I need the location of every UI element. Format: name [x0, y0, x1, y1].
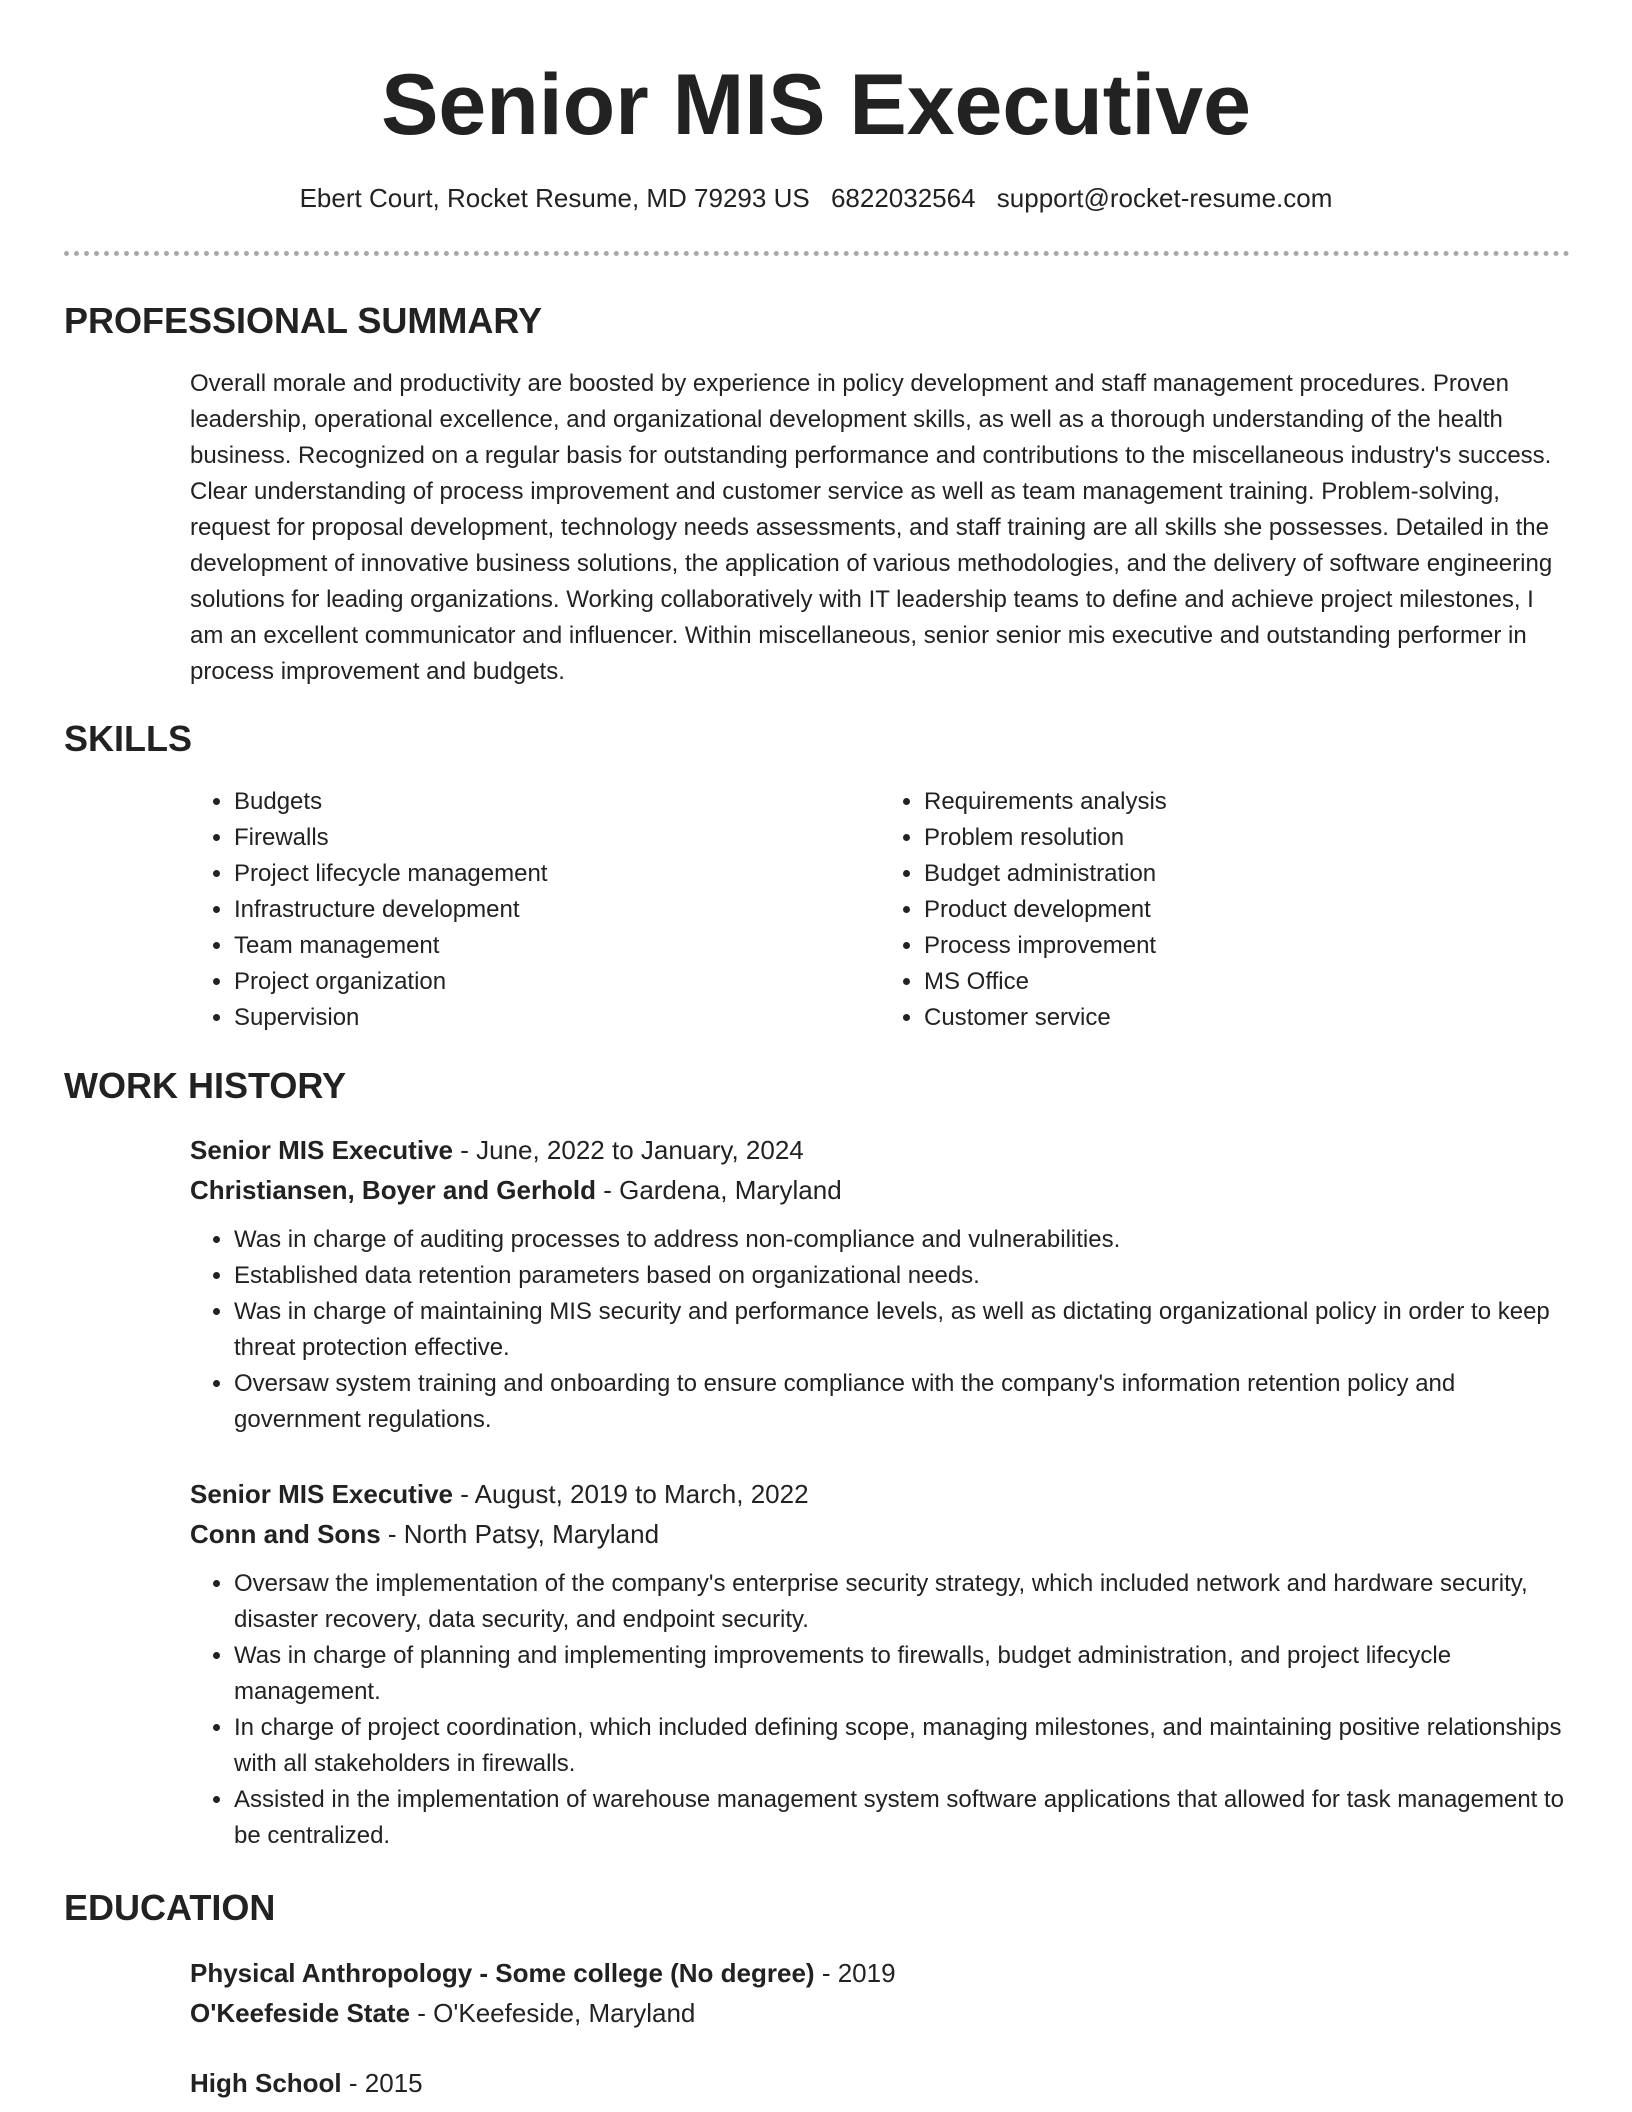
job-title-line	[190, 1474, 1570, 1514]
skills-column-right	[880, 784, 1570, 1036]
skill-item: • Budget administration	[924, 856, 1570, 892]
job-entry	[190, 1130, 1570, 1438]
job-bullet: • Was in charge of maintaining MIS security and performance levels, as well as dictating organizational policy in order to keep threat protection effective.	[234, 1294, 1570, 1366]
job-location: - North Patsy, Maryland	[380, 1519, 660, 1549]
job-title-line	[190, 1130, 1570, 1170]
contact-line	[0, 180, 1632, 216]
job-company-line	[190, 1514, 1570, 1554]
education-degree-line	[190, 1953, 1570, 1993]
skill-item: • Product development	[924, 892, 1570, 928]
skill-item: • Project organization	[234, 964, 880, 1000]
job-bullets	[190, 1566, 1570, 1854]
job-bullet: • Was in charge of auditing processes to address non-compliance and vulnerabilities.	[234, 1222, 1570, 1258]
job-role: Senior MIS Executive	[190, 1135, 453, 1165]
education-school-line	[190, 1993, 1570, 2033]
skill-item: • Process improvement	[924, 928, 1570, 964]
job-bullet: • Oversaw the implementation of the company's enterprise security strategy, which included network and hardware security, disaster recovery, data security, and endpoint security.	[234, 1566, 1570, 1638]
education-entry	[190, 2063, 1570, 2103]
education-degree: High School	[190, 2068, 342, 2098]
job-bullet: • Established data retention parameters based on organizational needs.	[234, 1258, 1570, 1294]
summary-text: Overall morale and productivity are boosted by experience in policy development and staff management procedures. Proven leadership, operational excellence, and organizational development skills, as well as a thorough understanding of the health business. Recognized on a regular basis for outstanding performance and contributions to the miscellaneous industry's success. Clear understanding of process improvement and customer service as well as team management training. Problem-solving, request for proposal development, technology needs assessments, and staff training are all skills she possesses. Detailed in the development of innovative business solutions, the application of various methodologies, and the delivery of software engineering solutions for leading organizations. Working collaboratively with IT leadership teams to define and achieve project milestones, I am an excellent communicator and influencer. Within miscellaneous, senior senior mis executive and outstanding performer in process improvement and budgets.	[190, 370, 1553, 685]
job-entry	[190, 1474, 1570, 1854]
job-dates: - August, 2019 to March, 2022	[452, 1479, 809, 1509]
skills-heading: SKILLS	[64, 718, 193, 759]
header-divider	[64, 251, 1570, 256]
skill-item: • Firewalls	[234, 820, 880, 856]
job-bullet: • In charge of project coordination, which included defining scope, managing milestones, and maintaining positive relationships with all stakeholders in firewalls.	[234, 1710, 1570, 1782]
skill-item: • Budgets	[234, 784, 880, 820]
education-year: - 2019	[814, 1958, 896, 1988]
contact-email: support@rocket-resume.com	[996, 183, 1333, 213]
resume-name: Senior MIS Executive	[381, 57, 1251, 153]
summary-heading: PROFESSIONAL SUMMARY	[64, 300, 543, 341]
job-bullet: • Oversaw system training and onboarding to ensure compliance with the company's information retention policy and government regulations.	[234, 1366, 1570, 1438]
education-location: - O'Keefeside, Maryland	[410, 1998, 696, 2028]
education-heading: EDUCATION	[64, 1887, 276, 1928]
job-bullet: • Was in charge of planning and implementing improvements to firewalls, budget administration, and project lifecycle management.	[234, 1638, 1570, 1710]
job-bullets	[190, 1222, 1570, 1438]
education-school: O'Keefeside State	[190, 1998, 411, 2028]
skills-column-left	[190, 784, 880, 1036]
skill-item: • MS Office	[924, 964, 1570, 1000]
skills-list	[190, 784, 1570, 1036]
education-degree: Physical Anthropology - Some college (No degree)	[190, 1958, 815, 1988]
work-history-heading: WORK HISTORY	[64, 1065, 347, 1106]
job-company-line	[190, 1170, 1570, 1210]
job-role: Senior MIS Executive	[190, 1479, 453, 1509]
education-degree-line	[190, 2063, 1570, 2103]
education-year: - 2015	[341, 2068, 423, 2098]
education-entry	[190, 1953, 1570, 2033]
skill-item: • Project lifecycle management	[234, 856, 880, 892]
skill-item: • Supervision	[234, 1000, 880, 1036]
skill-item: • Team management	[234, 928, 880, 964]
contact-address: Ebert Court, Rocket Resume, MD 79293 US	[299, 183, 810, 213]
skill-item: • Problem resolution	[924, 820, 1570, 856]
contact-phone: 6822032564	[830, 183, 976, 213]
job-company: Christiansen, Boyer and Gerhold	[190, 1175, 596, 1205]
job-dates: - June, 2022 to January, 2024	[452, 1135, 804, 1165]
skill-item: • Infrastructure development	[234, 892, 880, 928]
job-location: - Gardena, Maryland	[595, 1175, 842, 1205]
job-bullet: • Assisted in the implementation of warehouse management system software applications that allowed for task management to be centralized.	[234, 1782, 1570, 1854]
skill-item: • Customer service	[924, 1000, 1570, 1036]
skill-item: • Requirements analysis	[924, 784, 1570, 820]
job-company: Conn and Sons	[190, 1519, 381, 1549]
